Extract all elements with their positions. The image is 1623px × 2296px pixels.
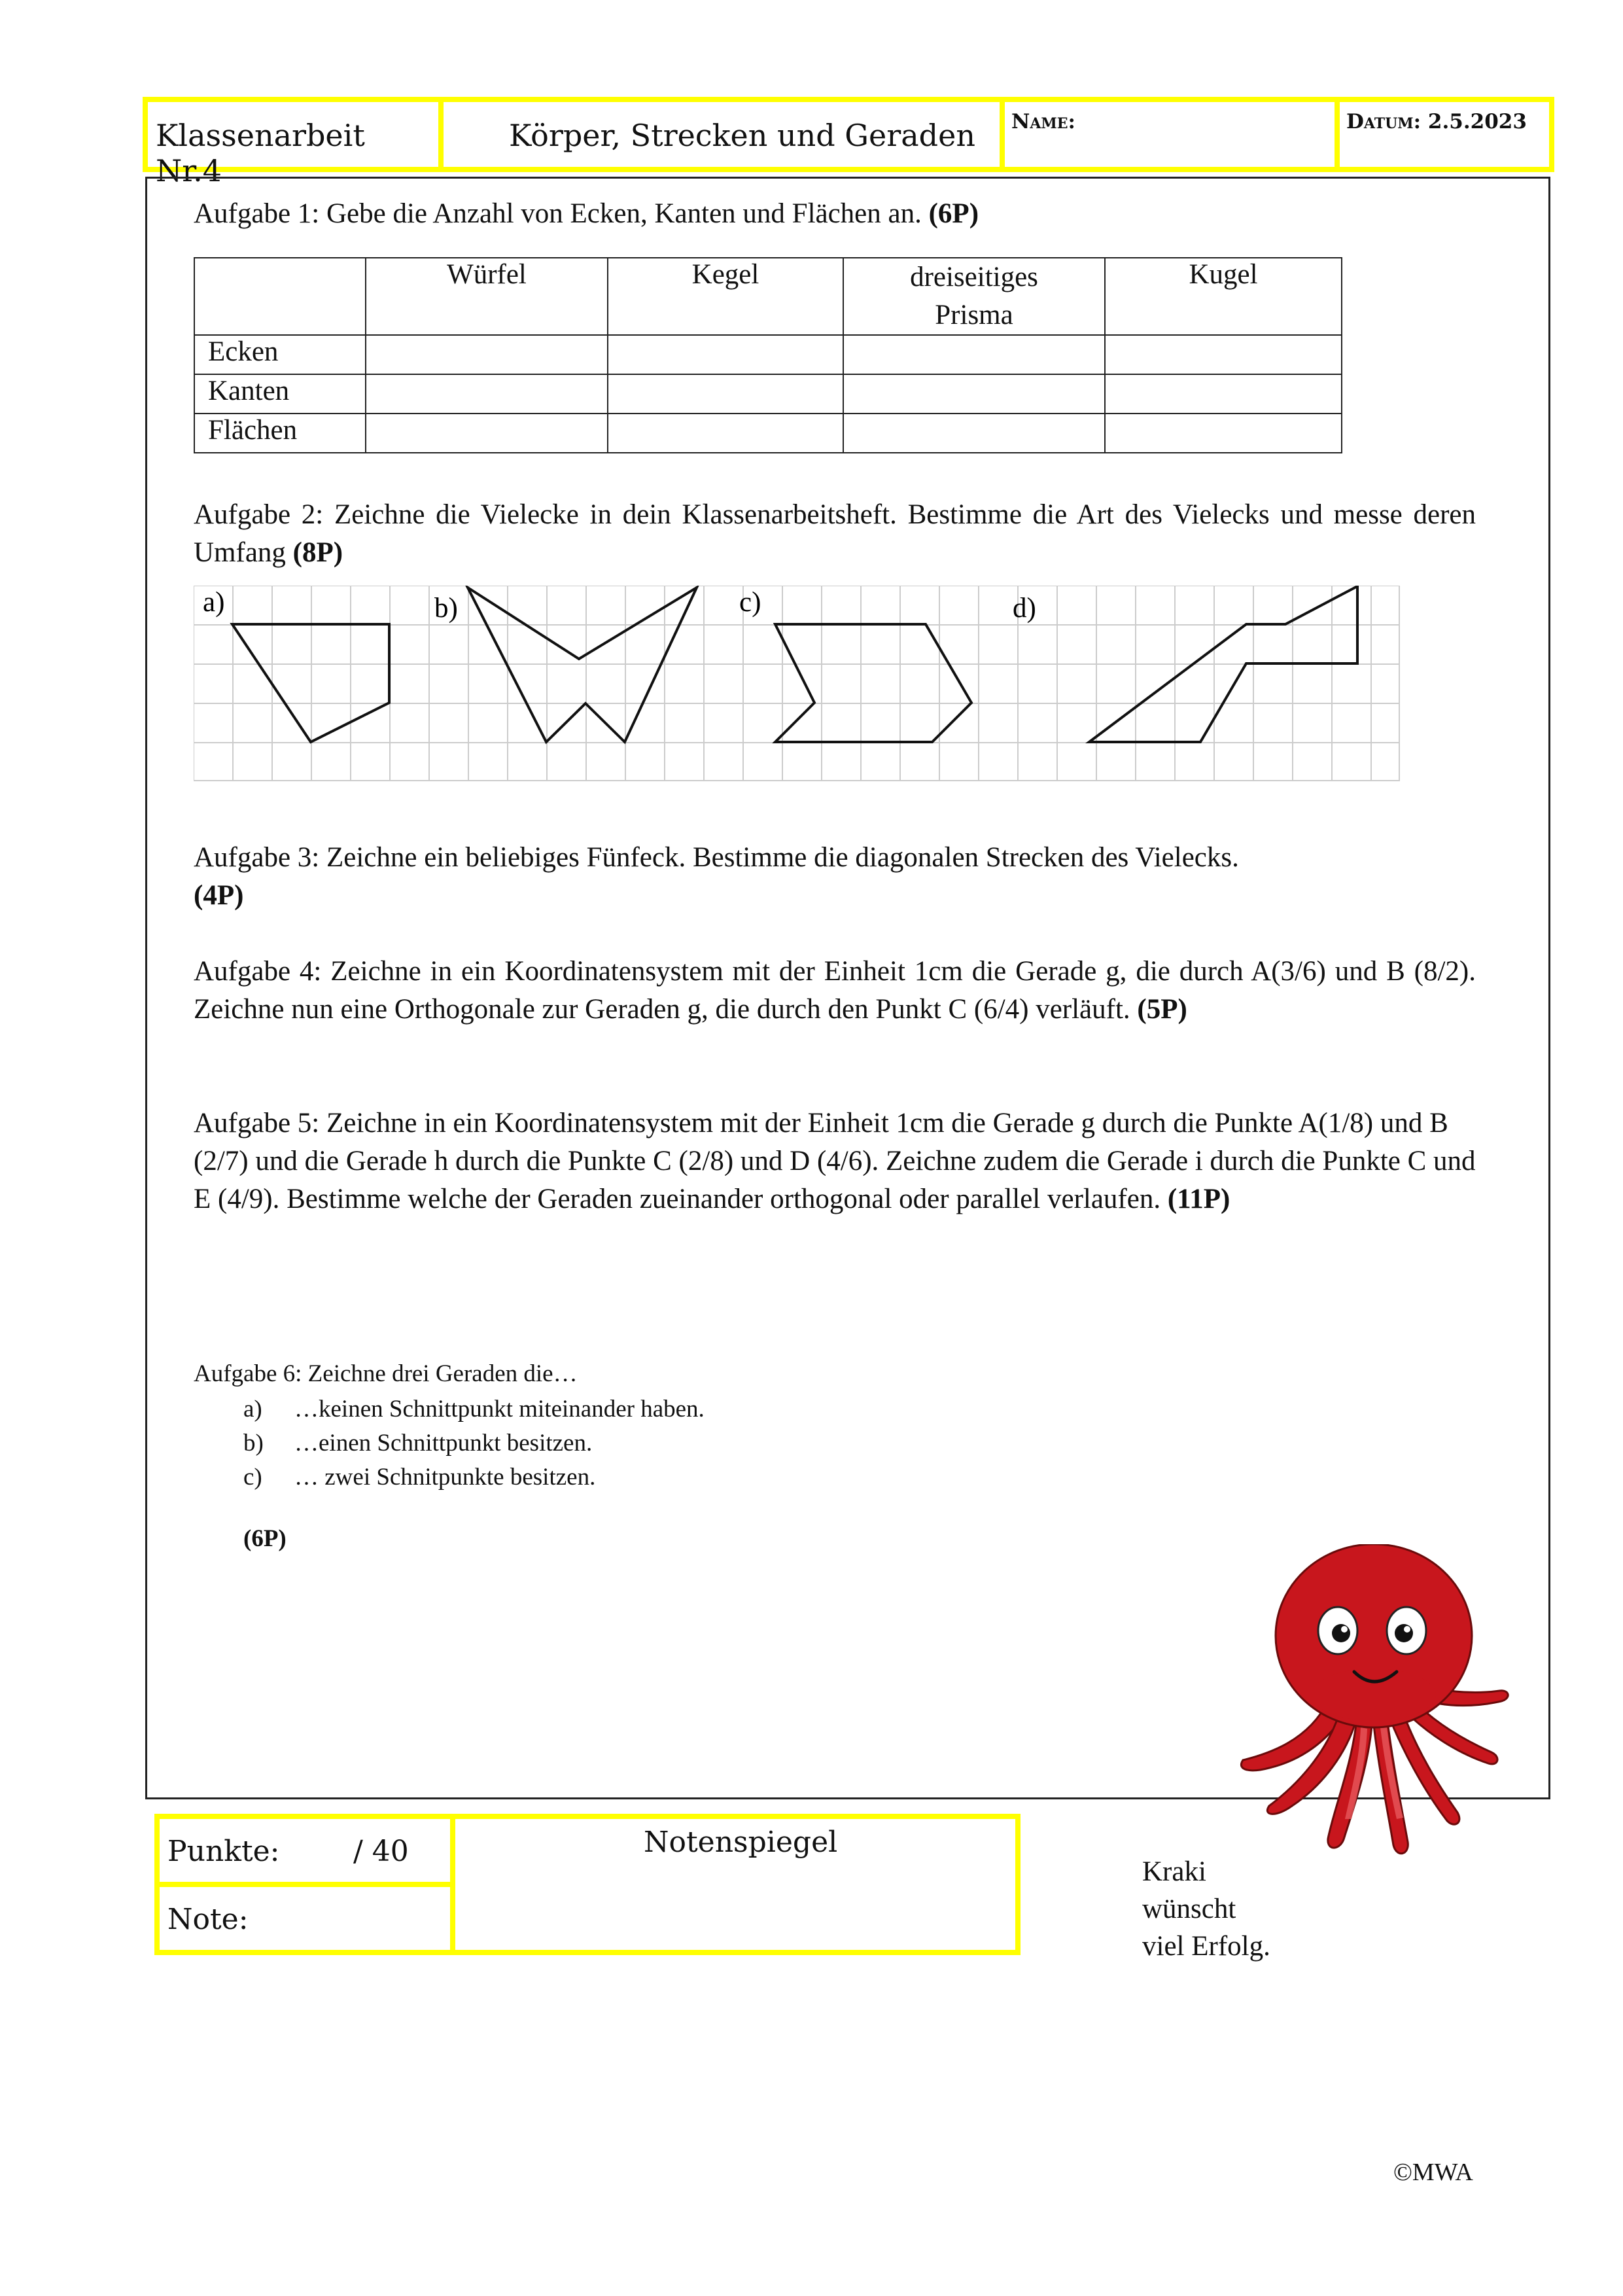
polygon-grid-figure	[194, 586, 1400, 782]
date-label: Datum: 2.5.2023	[1346, 110, 1527, 133]
task1-text	[194, 195, 1476, 233]
task6-list	[243, 1392, 705, 1494]
mascot-line: wünscht	[1142, 1894, 1236, 1924]
row-label-ecken: Ecken	[194, 335, 366, 374]
grid-lines	[194, 586, 1400, 781]
task3-text	[194, 839, 1476, 915]
grade-label: Note:	[167, 1903, 249, 1936]
col-header-wuerfel: Würfel	[366, 258, 608, 335]
col-header-kegel: Kegel	[608, 258, 843, 335]
table-cell[interactable]	[366, 414, 608, 453]
label-c: c)	[739, 587, 761, 618]
row-label-kanten: Kanten	[194, 374, 366, 414]
table-cell[interactable]	[1105, 335, 1342, 374]
list-item: a) …keinen Schnittpunkt miteinander haben.	[243, 1396, 705, 1422]
grade-scale-label: Notenspiegel	[644, 1826, 838, 1859]
octopus-mascot	[1230, 1544, 1518, 1884]
label-d: d)	[1013, 593, 1036, 624]
task4-points: (5P)	[1137, 994, 1187, 1025]
points-box[interactable]	[154, 1814, 455, 1887]
header-name-box[interactable]	[1000, 97, 1340, 172]
polygon-c	[775, 624, 971, 742]
task5-instruction: Aufgabe 5: Zeichne in ein Koordinatensystem mit der Einheit 1cm die Gerade g durch die Punkte A(1/8) und B (2/7) und die Gerade h durch die Punkte C (2/8) und D (4/6). Zeichne zudem die Gerade i durch die Punkte C und E (4/9). Bestimme welche der Geraden zueinander orthogonal oder parallel verlaufen.	[194, 1108, 1476, 1214]
task4-text	[194, 953, 1476, 1029]
task2-points: (8P)	[292, 537, 343, 568]
header-topic-box	[438, 97, 1005, 172]
table-corner-cell	[194, 258, 366, 335]
row-label-flaechen: Flächen	[194, 414, 366, 453]
copyright: ©MWA	[1393, 2159, 1473, 2186]
task6-text: Aufgabe 6: Zeichne drei Geraden die…	[194, 1360, 578, 1387]
table-cell[interactable]	[366, 374, 608, 414]
mascot-line: viel Erfolg.	[1142, 1931, 1270, 1962]
task4-instruction: Aufgabe 4: Zeichne in ein Koordinatensystem mit der Einheit 1cm die Gerade g, die durch A(3/6) und B (8/2). Zeichne nun eine Orthogonale zur Geraden g, die durch den Punkt C (6/4) verläuft.	[194, 956, 1476, 1025]
grade-box[interactable]	[154, 1882, 455, 1955]
list-item: c) … zwei Schnitpunkte besitzen.	[243, 1464, 596, 1491]
task3-instruction: Aufgabe 3: Zeichne ein beliebiges Fünfeck. Bestimme die diagonalen Strecken des Vielecks.	[194, 842, 1239, 873]
task1-points: (6P)	[928, 198, 979, 229]
name-label: Name:	[1011, 110, 1075, 133]
table-cell[interactable]	[608, 335, 843, 374]
task5-text	[194, 1104, 1476, 1218]
mascot-line: Kraki	[1142, 1856, 1206, 1887]
col-header-kugel: Kugel	[1105, 258, 1342, 335]
col-header-prisma: dreiseitiges Prisma	[843, 258, 1105, 335]
mascot-message	[1142, 1853, 1270, 1965]
task1-instruction: Aufgabe 1: Gebe die Anzahl von Ecken, Kanten und Flächen an.	[194, 198, 922, 229]
table-cell[interactable]	[608, 374, 843, 414]
table-cell[interactable]	[843, 335, 1105, 374]
grade-scale-box	[450, 1814, 1021, 1955]
table-row	[194, 414, 1342, 453]
table-cell[interactable]	[366, 335, 608, 374]
topic-title: Körper, Strecken und Geraden	[509, 118, 975, 153]
points-total: / 40	[353, 1835, 409, 1868]
table-cell[interactable]	[1105, 374, 1342, 414]
table-row	[194, 335, 1342, 374]
list-item: b) …einen Schnittpunkt besitzen.	[243, 1430, 593, 1457]
points-label: Punkte:	[167, 1835, 280, 1868]
task1-table	[194, 257, 1342, 453]
header-test-box	[143, 97, 444, 188]
label-a: a)	[203, 587, 225, 618]
table-cell[interactable]	[608, 414, 843, 453]
table-cell[interactable]	[843, 414, 1105, 453]
task3-points: (4P)	[194, 880, 244, 911]
table-cell[interactable]	[843, 374, 1105, 414]
header-date-box	[1335, 97, 1554, 172]
task2-text	[194, 496, 1476, 572]
table-row	[194, 374, 1342, 414]
label-b: b)	[434, 593, 458, 624]
task6-points: (6P)	[243, 1525, 287, 1552]
table-cell[interactable]	[1105, 414, 1342, 453]
test-label: Klassenarbeit Nr.4	[156, 118, 365, 188]
task2-instruction: Aufgabe 2: Zeichne die Vielecke in dein Klassenarbeitsheft. Bestimme die Art des Vielecks und messe deren Umfang	[194, 499, 1476, 568]
task5-points: (11P)	[1167, 1184, 1230, 1214]
